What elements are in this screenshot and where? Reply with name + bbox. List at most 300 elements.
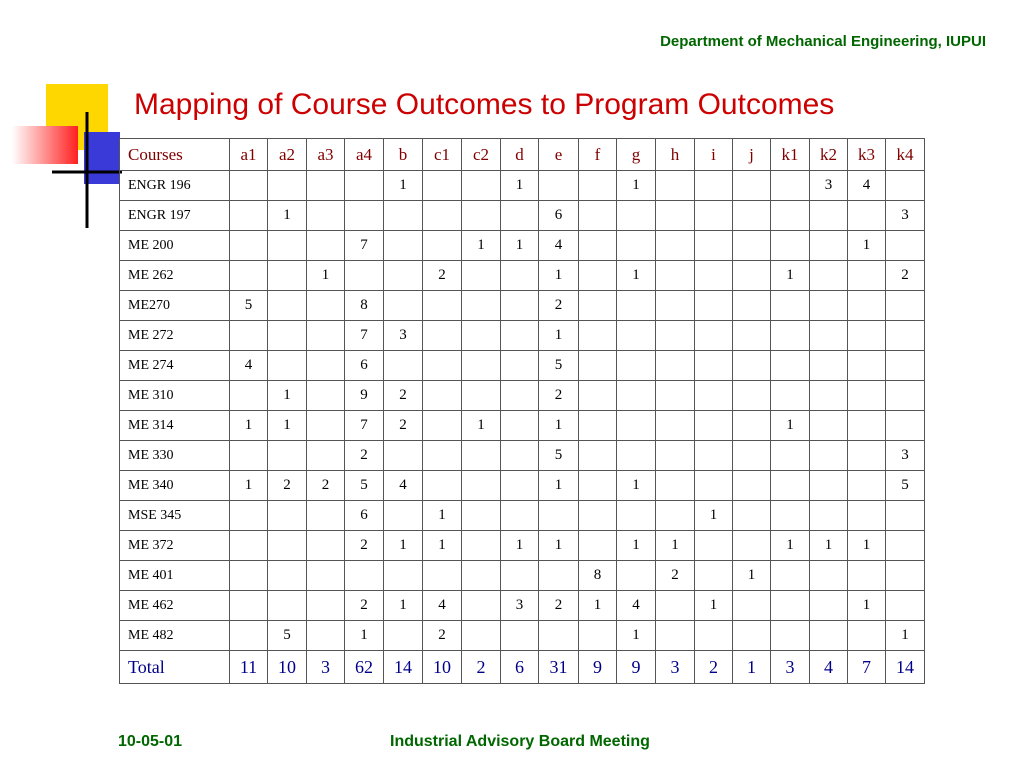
value-cell: 1 xyxy=(733,561,771,591)
column-header: c2 xyxy=(462,139,501,171)
value-cell xyxy=(579,261,617,291)
value-cell: 9 xyxy=(579,651,617,684)
value-cell xyxy=(695,231,733,261)
value-cell xyxy=(886,171,925,201)
value-cell: 2 xyxy=(345,441,384,471)
value-cell xyxy=(848,351,886,381)
value-cell xyxy=(268,261,307,291)
column-header: j xyxy=(733,139,771,171)
value-cell xyxy=(384,201,423,231)
value-cell xyxy=(695,321,733,351)
value-cell xyxy=(695,531,733,561)
value-cell: 7 xyxy=(345,321,384,351)
value-cell: 1 xyxy=(771,531,810,561)
value-cell xyxy=(501,351,539,381)
value-cell: 1 xyxy=(384,591,423,621)
value-cell xyxy=(501,561,539,591)
value-cell xyxy=(886,381,925,411)
value-cell: 1 xyxy=(462,411,501,441)
value-cell xyxy=(810,501,848,531)
value-cell xyxy=(307,531,345,561)
course-cell: ME 274 xyxy=(120,351,230,381)
value-cell xyxy=(307,411,345,441)
value-cell: 1 xyxy=(268,201,307,231)
value-cell xyxy=(886,291,925,321)
value-cell: 1 xyxy=(268,381,307,411)
value-cell: 10 xyxy=(268,651,307,684)
value-cell xyxy=(345,561,384,591)
value-cell xyxy=(810,381,848,411)
value-cell xyxy=(617,351,656,381)
value-cell xyxy=(268,291,307,321)
value-cell: 2 xyxy=(695,651,733,684)
value-cell xyxy=(423,171,462,201)
column-header: h xyxy=(656,139,695,171)
value-cell xyxy=(230,591,268,621)
value-cell: 9 xyxy=(617,651,656,684)
value-cell: 1 xyxy=(656,531,695,561)
value-cell xyxy=(539,561,579,591)
value-cell: 1 xyxy=(307,261,345,291)
blue-square xyxy=(84,132,120,184)
value-cell xyxy=(384,231,423,261)
value-cell xyxy=(423,291,462,321)
value-cell xyxy=(771,501,810,531)
value-cell: 1 xyxy=(617,171,656,201)
column-header: a1 xyxy=(230,139,268,171)
value-cell xyxy=(771,471,810,501)
table-row xyxy=(120,531,925,561)
value-cell xyxy=(771,291,810,321)
value-cell xyxy=(617,381,656,411)
value-cell: 1 xyxy=(617,621,656,651)
value-cell xyxy=(230,501,268,531)
value-cell xyxy=(307,561,345,591)
value-cell xyxy=(579,201,617,231)
value-cell xyxy=(384,261,423,291)
value-cell: 1 xyxy=(384,171,423,201)
value-cell xyxy=(771,381,810,411)
value-cell xyxy=(268,561,307,591)
value-cell xyxy=(886,351,925,381)
value-cell xyxy=(307,351,345,381)
value-cell xyxy=(617,291,656,321)
value-cell: 1 xyxy=(695,501,733,531)
value-cell: 1 xyxy=(501,231,539,261)
value-cell: 3 xyxy=(771,651,810,684)
value-cell: 6 xyxy=(345,351,384,381)
value-cell xyxy=(695,291,733,321)
value-cell xyxy=(579,171,617,201)
value-cell xyxy=(423,561,462,591)
value-cell xyxy=(462,171,501,201)
value-cell xyxy=(423,471,462,501)
value-cell xyxy=(617,561,656,591)
value-cell xyxy=(230,231,268,261)
value-cell xyxy=(733,471,771,501)
value-cell xyxy=(384,621,423,651)
footer-date: 10-05-01 xyxy=(118,733,183,750)
value-cell xyxy=(539,501,579,531)
table-row xyxy=(120,501,925,531)
value-cell xyxy=(695,381,733,411)
value-cell xyxy=(733,441,771,471)
footer-event: Industrial Advisory Board Meeting xyxy=(390,733,650,750)
value-cell: 9 xyxy=(345,381,384,411)
value-cell xyxy=(423,231,462,261)
value-cell xyxy=(771,621,810,651)
table-row xyxy=(120,351,925,381)
value-cell xyxy=(501,261,539,291)
value-cell: 1 xyxy=(539,321,579,351)
value-cell xyxy=(579,351,617,381)
value-cell xyxy=(539,621,579,651)
course-cell: Total xyxy=(120,651,230,684)
value-cell xyxy=(384,441,423,471)
course-cell: ENGR 196 xyxy=(120,171,230,201)
value-cell: 2 xyxy=(345,531,384,561)
value-cell xyxy=(771,441,810,471)
value-cell xyxy=(848,321,886,351)
department-header: Department of Mechanical Engineering, IUPUI xyxy=(660,33,986,50)
value-cell: 1 xyxy=(617,531,656,561)
value-cell xyxy=(230,561,268,591)
value-cell: 2 xyxy=(307,471,345,501)
value-cell: 3 xyxy=(307,651,345,684)
course-cell: ME 372 xyxy=(120,531,230,561)
value-cell: 5 xyxy=(268,621,307,651)
value-cell: 4 xyxy=(539,231,579,261)
table-row xyxy=(120,171,925,201)
value-cell: 2 xyxy=(268,471,307,501)
value-cell xyxy=(462,501,501,531)
table-row xyxy=(120,201,925,231)
value-cell xyxy=(345,171,384,201)
value-cell: 2 xyxy=(384,381,423,411)
value-cell xyxy=(733,291,771,321)
value-cell xyxy=(656,291,695,321)
value-cell: 1 xyxy=(423,531,462,561)
column-header: d xyxy=(501,139,539,171)
value-cell: 5 xyxy=(539,441,579,471)
value-cell: 1 xyxy=(733,651,771,684)
value-cell xyxy=(384,561,423,591)
value-cell: 7 xyxy=(345,411,384,441)
value-cell xyxy=(579,231,617,261)
value-cell: 7 xyxy=(345,231,384,261)
value-cell xyxy=(656,171,695,201)
value-cell: 4 xyxy=(810,651,848,684)
value-cell: 1 xyxy=(539,261,579,291)
value-cell: 5 xyxy=(345,471,384,501)
value-cell xyxy=(501,471,539,501)
value-cell: 1 xyxy=(539,531,579,561)
column-header: g xyxy=(617,139,656,171)
value-cell: 1 xyxy=(501,171,539,201)
value-cell: 1 xyxy=(384,531,423,561)
value-cell xyxy=(848,471,886,501)
value-cell: 1 xyxy=(771,261,810,291)
value-cell xyxy=(656,321,695,351)
value-cell xyxy=(230,621,268,651)
value-cell: 3 xyxy=(656,651,695,684)
value-cell xyxy=(733,621,771,651)
value-cell xyxy=(579,621,617,651)
value-cell xyxy=(848,561,886,591)
value-cell: 3 xyxy=(384,321,423,351)
value-cell xyxy=(617,321,656,351)
value-cell xyxy=(810,231,848,261)
value-cell xyxy=(462,561,501,591)
value-cell xyxy=(501,381,539,411)
value-cell xyxy=(423,441,462,471)
value-cell: 1 xyxy=(848,531,886,561)
table-row xyxy=(120,471,925,501)
value-cell xyxy=(268,441,307,471)
value-cell xyxy=(656,621,695,651)
value-cell: 3 xyxy=(810,171,848,201)
column-header: a2 xyxy=(268,139,307,171)
column-header: c1 xyxy=(423,139,462,171)
value-cell: 4 xyxy=(423,591,462,621)
value-cell xyxy=(230,201,268,231)
value-cell: 6 xyxy=(501,651,539,684)
course-cell: ME 401 xyxy=(120,561,230,591)
value-cell xyxy=(462,531,501,561)
slide-title: Mapping of Course Outcomes to Program Outcomes xyxy=(134,88,835,121)
value-cell: 6 xyxy=(345,501,384,531)
column-header: k1 xyxy=(771,139,810,171)
table-row xyxy=(120,441,925,471)
value-cell xyxy=(462,291,501,321)
value-cell xyxy=(810,261,848,291)
course-cell: ME 310 xyxy=(120,381,230,411)
value-cell xyxy=(423,321,462,351)
value-cell xyxy=(695,351,733,381)
value-cell xyxy=(423,351,462,381)
value-cell xyxy=(656,261,695,291)
value-cell: 5 xyxy=(539,351,579,381)
value-cell xyxy=(733,531,771,561)
value-cell: 3 xyxy=(886,201,925,231)
value-cell xyxy=(848,501,886,531)
value-cell xyxy=(307,621,345,651)
value-cell: 4 xyxy=(230,351,268,381)
value-cell: 1 xyxy=(539,411,579,441)
value-cell xyxy=(617,411,656,441)
value-cell: 2 xyxy=(384,411,423,441)
value-cell xyxy=(656,411,695,441)
course-cell: ENGR 197 xyxy=(120,201,230,231)
course-cell: ME 330 xyxy=(120,441,230,471)
value-cell xyxy=(810,441,848,471)
value-cell xyxy=(886,531,925,561)
value-cell xyxy=(695,411,733,441)
value-cell xyxy=(462,441,501,471)
table-row xyxy=(120,381,925,411)
value-cell xyxy=(810,411,848,441)
value-cell xyxy=(656,441,695,471)
value-cell xyxy=(230,441,268,471)
value-cell xyxy=(307,381,345,411)
value-cell: 1 xyxy=(848,591,886,621)
value-cell xyxy=(423,201,462,231)
value-cell xyxy=(579,321,617,351)
value-cell xyxy=(695,621,733,651)
value-cell xyxy=(307,441,345,471)
value-cell xyxy=(462,321,501,351)
value-cell xyxy=(656,501,695,531)
value-cell: 2 xyxy=(539,591,579,621)
value-cell xyxy=(733,171,771,201)
value-cell xyxy=(771,561,810,591)
value-cell: 2 xyxy=(886,261,925,291)
value-cell: 1 xyxy=(848,231,886,261)
value-cell: 2 xyxy=(345,591,384,621)
value-cell xyxy=(501,501,539,531)
value-cell: 1 xyxy=(268,411,307,441)
value-cell xyxy=(656,381,695,411)
value-cell xyxy=(848,411,886,441)
value-cell xyxy=(656,231,695,261)
value-cell xyxy=(695,171,733,201)
value-cell: 2 xyxy=(462,651,501,684)
value-cell xyxy=(384,501,423,531)
value-cell: 1 xyxy=(886,621,925,651)
value-cell xyxy=(848,381,886,411)
outcomes-table xyxy=(119,138,925,684)
course-cell: ME 200 xyxy=(120,231,230,261)
value-cell: 1 xyxy=(617,261,656,291)
value-cell xyxy=(230,171,268,201)
value-cell xyxy=(307,501,345,531)
value-cell xyxy=(579,531,617,561)
value-cell xyxy=(810,201,848,231)
value-cell: 1 xyxy=(695,591,733,621)
column-header: a3 xyxy=(307,139,345,171)
value-cell xyxy=(656,471,695,501)
value-cell xyxy=(384,351,423,381)
value-cell xyxy=(733,381,771,411)
value-cell xyxy=(848,201,886,231)
value-cell xyxy=(733,411,771,441)
value-cell xyxy=(501,201,539,231)
value-cell xyxy=(656,591,695,621)
value-cell: 1 xyxy=(423,501,462,531)
value-cell: 10 xyxy=(423,651,462,684)
course-cell: ME 340 xyxy=(120,471,230,501)
value-cell: 1 xyxy=(771,411,810,441)
course-cell: ME270 xyxy=(120,291,230,321)
column-header: i xyxy=(695,139,733,171)
value-cell xyxy=(733,201,771,231)
column-header: a4 xyxy=(345,139,384,171)
value-cell xyxy=(733,501,771,531)
column-header: Courses xyxy=(120,139,230,171)
value-cell: 4 xyxy=(848,171,886,201)
value-cell xyxy=(733,591,771,621)
value-cell xyxy=(771,591,810,621)
value-cell: 2 xyxy=(656,561,695,591)
value-cell xyxy=(501,411,539,441)
value-cell: 1 xyxy=(579,591,617,621)
value-cell xyxy=(886,561,925,591)
value-cell xyxy=(268,351,307,381)
value-cell: 1 xyxy=(230,471,268,501)
value-cell xyxy=(579,291,617,321)
value-cell: 31 xyxy=(539,651,579,684)
value-cell xyxy=(733,231,771,261)
value-cell xyxy=(695,201,733,231)
value-cell xyxy=(268,591,307,621)
value-cell xyxy=(771,201,810,231)
course-cell: ME 262 xyxy=(120,261,230,291)
value-cell xyxy=(501,621,539,651)
table-row xyxy=(120,621,925,651)
value-cell xyxy=(462,381,501,411)
total-row xyxy=(120,651,925,684)
value-cell xyxy=(462,201,501,231)
value-cell xyxy=(810,291,848,321)
value-cell: 1 xyxy=(230,411,268,441)
table-row xyxy=(120,411,925,441)
value-cell xyxy=(423,411,462,441)
value-cell xyxy=(501,441,539,471)
value-cell xyxy=(462,621,501,651)
value-cell xyxy=(579,411,617,441)
value-cell xyxy=(617,201,656,231)
value-cell xyxy=(501,291,539,321)
value-cell xyxy=(886,591,925,621)
value-cell xyxy=(848,441,886,471)
red-gradient-block xyxy=(12,126,78,164)
value-cell xyxy=(886,501,925,531)
value-cell xyxy=(423,381,462,411)
column-header: f xyxy=(579,139,617,171)
course-cell: ME 314 xyxy=(120,411,230,441)
value-cell xyxy=(733,351,771,381)
table-row xyxy=(120,591,925,621)
value-cell: 4 xyxy=(384,471,423,501)
value-cell xyxy=(307,291,345,321)
table-row xyxy=(120,321,925,351)
value-cell xyxy=(617,501,656,531)
value-cell xyxy=(230,531,268,561)
value-cell xyxy=(345,201,384,231)
value-cell: 2 xyxy=(539,291,579,321)
value-cell xyxy=(810,321,848,351)
value-cell xyxy=(771,351,810,381)
table-row xyxy=(120,291,925,321)
value-cell xyxy=(695,261,733,291)
value-cell: 3 xyxy=(501,591,539,621)
value-cell xyxy=(656,201,695,231)
value-cell xyxy=(848,291,886,321)
value-cell xyxy=(695,471,733,501)
value-cell: 3 xyxy=(886,441,925,471)
column-header: k2 xyxy=(810,139,848,171)
value-cell xyxy=(307,321,345,351)
value-cell xyxy=(810,471,848,501)
course-cell: ME 272 xyxy=(120,321,230,351)
value-cell xyxy=(810,591,848,621)
table-row xyxy=(120,561,925,591)
value-cell xyxy=(307,591,345,621)
column-header: e xyxy=(539,139,579,171)
value-cell xyxy=(617,231,656,261)
value-cell xyxy=(268,171,307,201)
value-cell xyxy=(307,231,345,261)
